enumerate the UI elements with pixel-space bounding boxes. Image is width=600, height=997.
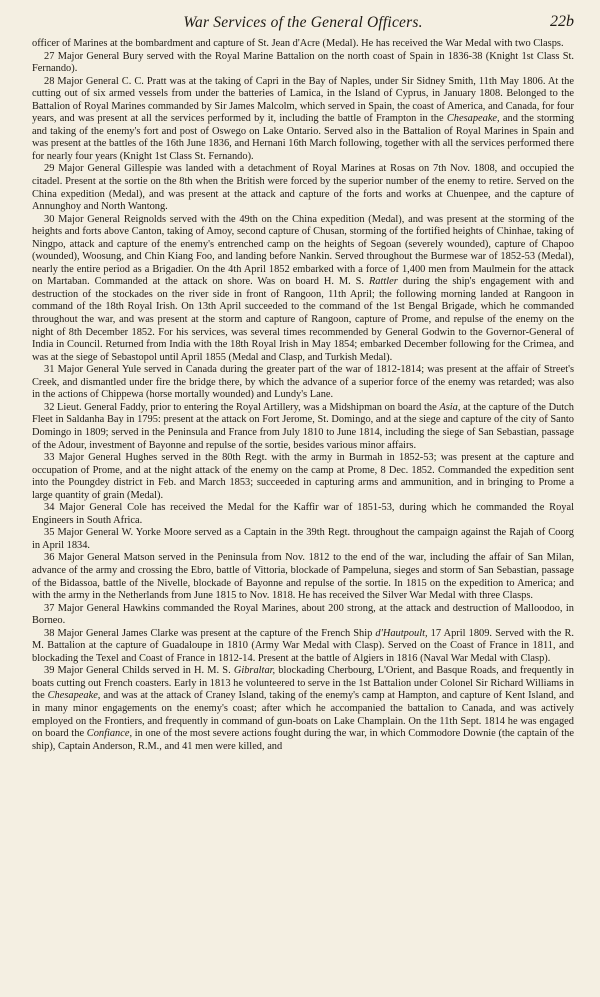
paragraph <box>32 38 574 51</box>
italic-text: Rattler <box>368 276 398 288</box>
italic-text: Confiance, <box>86 728 133 740</box>
text-run: 36 Major General Matson served in the Peninsula from Nov. 1812 to the end of the war, including the affair of San Milan, advance of the army and crossing the Ebro, battle of Vittoria, blockade of Pampeluna, sieges and storm of San Sebastian, passage of the Bidassoa, battle of the Nivelle, blockade of Bayonne and repulse of the sortie. In 1815 on the expedition to America; and with the army in the Netherlands from June 1815 to Nov. 1818. He has received the Silver War Medal with three Clasps. <box>32 552 574 602</box>
body-text <box>32 38 574 753</box>
paragraph <box>32 502 574 527</box>
text-run: and was at the attack of Craney Island, taking of the enemy's camp at Hampton, and capture of Kent Island, and in many minor engagements on the enemy's coast; after which he accompanied the battalion to Canada, and was actively employed on the Frontiers, and frequently in command of gun-boats on Lake Champlain. On the 11th Sept. 1814 he was engaged on board the <box>32 690 574 740</box>
text-run: 34 Major General Cole has received the Medal for the Kaffir war of 1851-53, during which he commanded the Royal Engineers in South Africa. <box>32 502 574 526</box>
italic-text: Gibraltar, <box>233 665 276 677</box>
text-run: 27 Major General Bury served with the Royal Marine Battalion on the north coast of Spain in 1836-38 (Knight 1st Class St. Fernando). <box>32 50 574 75</box>
italic-text: Chesapeake, <box>47 690 101 702</box>
text-run: blockading Cherbourg, L'Orient, and Basque Roads, and frequently in boats cutting out French coasters. Early in 1813 he volunteered to serve in the 1st Battalion under Colonel Sir Richard Williams in the <box>32 665 574 702</box>
paragraph <box>32 76 574 164</box>
paragraph <box>32 214 574 365</box>
paragraph <box>32 51 574 76</box>
text-run: 30 Major General Reignolds served with the 49th on the China expedition (Medal), and was present at the storming of the heights and forts above Canton, taking of Amoy, second capture of Chusan, storming of the fortified heights of Chinhae, taking of Ningpo, attack and capture of the enemy's entrenched camp on the heights of Segoan (severely wounded), capture of Chapoo (wounded), Woosung, and Chin Kiang Foo, and landing before Nankin. Served throughout the Burmese war of 1852-53 (Medal), nearly the entire period as a Brigadier. On the 4th April 1852 embarked with a force of 1,400 men from Maulmein for the attack on Martaban. Commanded at the attack on shore. Was on board H. M. S. <box>32 213 574 288</box>
text-run: 17 April 1809. Served with the R. M. Battalion at the capture of Guadaloupe in 1810 (Army War Medal with Clasp). Served on the Coast of France in 1811, and blockading the Texel and Coast of France in 1812-14. Present at the battle of Algiers in 1816 (Naval War Medal with Clasp). <box>32 627 574 664</box>
paragraph <box>32 163 574 213</box>
paragraph <box>32 665 574 753</box>
text-run: 29 Major General Gillespie was landed with a detachment of Royal Marines at Rosas on 7th Nov. 1808, and occupied the citadel. Present at the sortie on the 8th when the British were forced by the superior number of the enemy to retire. Served on the China expedition (Medal), and was present at the attack and capture of the forts and works at Chuenpee, and the capture of Annunghoy and North Wantong. <box>32 163 574 213</box>
text-run: at the capture of the Dutch Fleet in Saldanha Bay in 1795: present at the attack on Fort Jerome, St. Domingo, and at the siege and capture of the city of Santo Domingo in 1809; served in the Peninsula and France from July 1810 to June 1814, including the siege of San Sebastian, passage of the Adour, investment of Bayonne and repulse of the sortie, besides various minor affairs. <box>32 401 574 451</box>
text-run: 39 Major General Childs served in H. M. S. <box>44 665 234 677</box>
text-run: 31 Major General Yule served in Canada during the greater part of the war of 1812-1814; was present at the affair of Street's Creek, and dismantled under fire the bridge there, by which the advance of a superior force of the enemy was retarded; was also in the actions of Chippewa (horse mortally wounded) and Lundy's Lane. <box>32 364 574 401</box>
text-run: 28 Major General C. C. Pratt was at the taking of Capri in the Bay of Naples, under Sir Sidney Smith, 11th May 1806. At the cutting out of six armed vessels from under the batteries of Lamica, in the Island of Cyprus, in January 1808. Belonged to the Battalion of Royal Marines commanded by Sir James Malcolm, which served in Spain, the coast of America, and Canada, for four years, and was present at all the services performed by it, including the battle of Frampton in the <box>32 75 574 125</box>
text-run: officer of Marines at the bombardment and capture of St. Jean d'Acre (Medal). He has received the War Medal with two Clasps. <box>32 38 564 49</box>
paragraph <box>32 628 574 666</box>
text-run: in one of the most severe actions fought during the war, in which Commodore Downie (the captain of the ship), Captain Anderson, R.M., and 41 men were killed, and <box>32 728 574 752</box>
paragraph <box>32 452 574 502</box>
text-run: 32 Lieut. General Faddy, prior to entering the Royal Artillery, was a Midshipman on board the <box>44 401 440 413</box>
text-run: during the ship's engagement with and destruction of the stockades on the river side in front of Rangoon, 11th April; the following morning landed at Rangoon in command of the 18th Royal Irish. On 13th April succeeded to the command of the 1st Bengal Brigade, which he commanded throughout the war, and was present at the storm and capture of Rangoon, capture of Prome, and repulse of the enemy on the night of 8th December 1852. For his services, was several times recommended by General Godwin to the Governor-General of India in Council. Returned from India with the 18th Royal Irish in May 1854; embarked December following for the Crimea, and was at the siege of Sebastopol until April 1855 (Medal and Clasp, and Turkish Medal). <box>32 276 574 363</box>
text-run: 33 Major General Hughes served in the 80th Regt. with the army in Burmah in 1852-53; was present at the capture and occupation of Prome, and at the night attack of the enemy on the camp at Prome, 8 Dec. 1852. Commanded the expedition sent into the Poungdey district in Feb. and March 1853; succeeded in capturing arms and ammunition, and in bringing to Prome a large quantity of grain (Medal). <box>32 452 574 501</box>
paragraph <box>32 603 574 628</box>
paragraph <box>32 402 574 452</box>
italic-text: Chesapeake, <box>446 113 500 125</box>
paragraph <box>32 364 574 402</box>
paragraph <box>32 552 574 602</box>
text-run: and the storming and taking of the enemy's fort and post of Oswego on Lake Ontario. Served also in the Battalion of Royal Marines in Spain and was present at the battles of the 16th June 1836, and Hernani 16th March following, together with all the services performed there for nearly four years (Knight 1st Class St. Fernando). <box>32 113 574 162</box>
text-run: 35 Major General W. Yorke Moore served as a Captain in the 39th Regt. throughout the campaign against the Rajah of Coorg in April 1834. <box>32 527 574 551</box>
page-number: 22b <box>550 13 574 30</box>
italic-text: Asia, <box>439 401 461 413</box>
italic-text: d'Hautpoult, <box>375 627 428 639</box>
text-run: 37 Major General Hawkins commanded the Royal Marines, about 200 strong, at the attack and destruction of Malloodoo, in Borneo. <box>32 602 574 627</box>
running-title: War Services of the General Officers. <box>183 14 423 31</box>
page-header <box>32 0 574 38</box>
text-run: 38 Major General James Clarke was present at the capture of the French Ship <box>44 627 376 639</box>
paragraph <box>32 527 574 552</box>
